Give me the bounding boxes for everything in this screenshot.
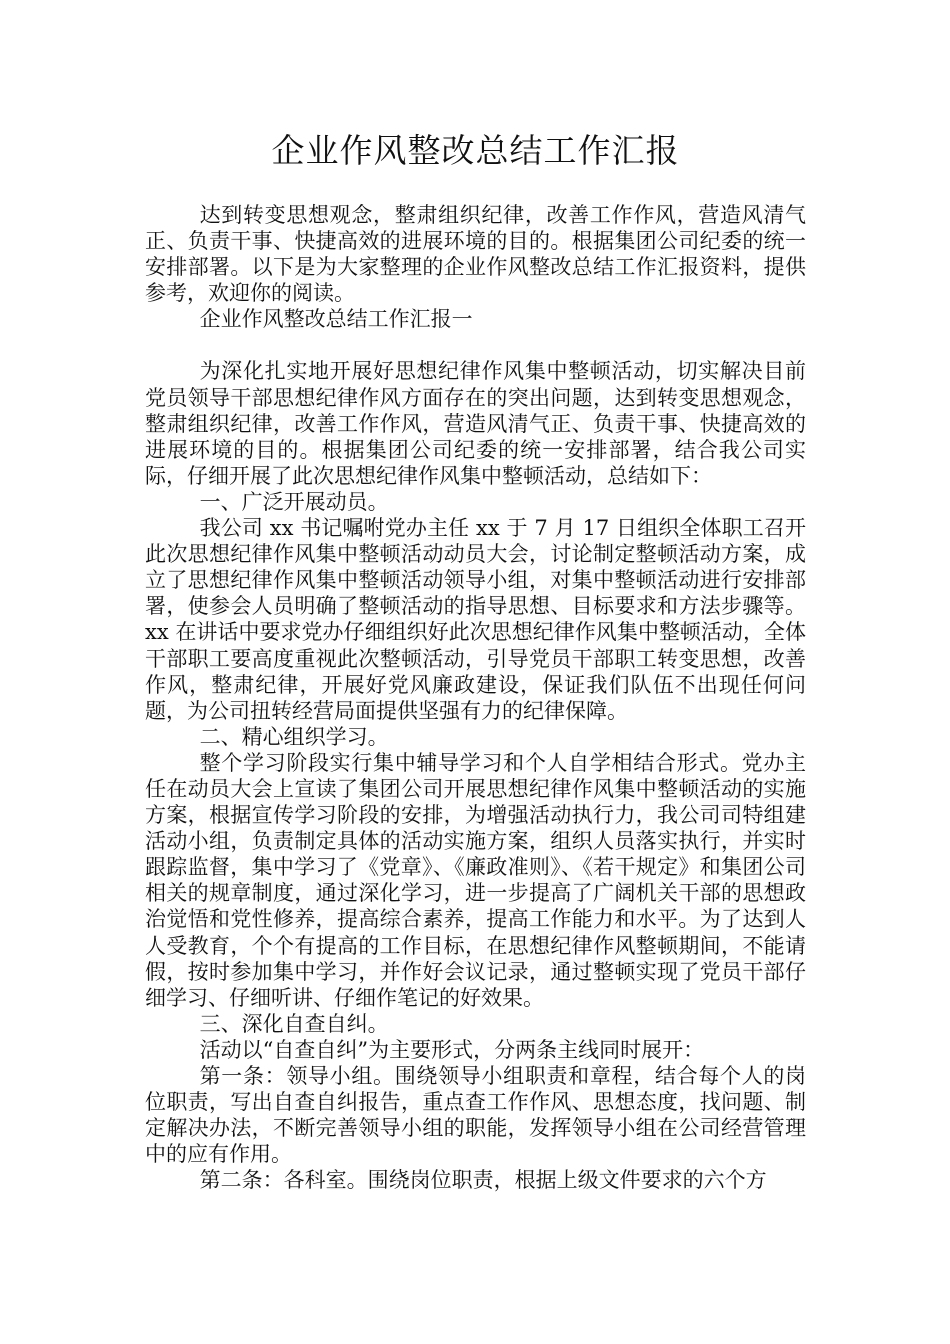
section-1-paragraph: 我公司 xx 书记嘱咐党办主任 xx 于 7 月 17 日组织全体职工召开此次思想纪律作风集中整顿活动动员大会，讨论制定整顿活动方案，成立了思想纪律作风集中整顿活动领导小组，对集中整顿活动进行安排部署，使参会人员明确了整顿活动的指导思想、目标要求和方法步骤等。xx 在讲话中要求党办仔细组织好此次思想纪律作风集中整顿活动，全体干部职工要高度重视此次整顿活动，引导党员干部职工转变思想，改善作风，整肃纪律，开展好党风廉政建设，保证我们队伍不出现任何问题，为公司扭转经营局面提供坚强有力的纪律保障。 bbox=[145, 516, 806, 723]
section-3-item-2: 第二条：各科室。围绕岗位职责，根据上级文件要求的六个方 bbox=[199, 1168, 767, 1193]
report-opening-paragraph: 为深化扎实地开展好思想纪律作风集中整顿活动，切实解决目前党员领导干部思想纪律作风方面存在的突出问题，达到转变思想观念，整肃组织纪律，改善工作作风，营造风清气正、负责干事、快捷高效的进展环境的目的。根据集团公司纪委的统一安排部署，结合我公司实际，仔细开展了此次思想纪律作风集中整顿活动，总结如下： bbox=[145, 359, 806, 488]
intro-paragraph: 达到转变思想观念，整肃组织纪律，改善工作作风，营造风清气正、负责干事、快捷高效的进展环境的目的。根据集团公司纪委的统一安排部署。以下是为大家整理的企业作风整改总结工作汇报资料，提供参考，欢迎你的阅读。 bbox=[145, 203, 806, 306]
document-body bbox=[145, 202, 806, 1193]
section-3-intro: 活动以“自查自纠”为主要形式，分两条主线同时展开： bbox=[199, 1037, 705, 1062]
section-heading-2: 二、精心组织学习。 bbox=[199, 724, 389, 749]
section-heading-3: 三、深化自查自纠。 bbox=[199, 1011, 389, 1036]
section-3-item-1: 第一条：领导小组。围绕领导小组职责和章程，结合每个人的岗位职责，写出自查自纠报告，重点查工作作风、思想态度，找问题、制定解决办法，不断完善领导小组的职能，发挥领导小组在公司经营管理中的应有作用。 bbox=[145, 1064, 806, 1167]
section-heading-1: 一、广泛开展动员。 bbox=[199, 489, 389, 514]
section-2-paragraph: 整个学习阶段实行集中辅导学习和个人自学相结合形式。党办主任在动员大会上宣读了集团公司开展思想纪律作风集中整顿活动的实施方案，根据宣传学习阶段的安排，为增强活动执行力，我公司司特组建活动小组，负责制定具体的活动实施方案，组织人员落实执行，并实时跟踪监督，集中学习了《党章》、《廉政准则》、《若干规定》和集团公司相关的规章制度，通过深化学习，进一步提高了广阔机关干部的思想政治觉悟和党性修养，提高综合素养，提高工作能力和水平。为了达到人人受教育，个个有提高的工作目标，在思想纪律作风整顿期间，不能请假，按时参加集中学习，并作好会议记录，通过整顿实现了党员干部仔细学习、仔细听讲、仔细作笔记的好效果。 bbox=[145, 750, 806, 1010]
document-title: 企业作风整改总结工作汇报 bbox=[271, 131, 680, 170]
document-page bbox=[145, 0, 806, 1193]
report-subtitle: 企业作风整改总结工作汇报一 bbox=[199, 307, 473, 332]
blank-line bbox=[145, 332, 806, 358]
